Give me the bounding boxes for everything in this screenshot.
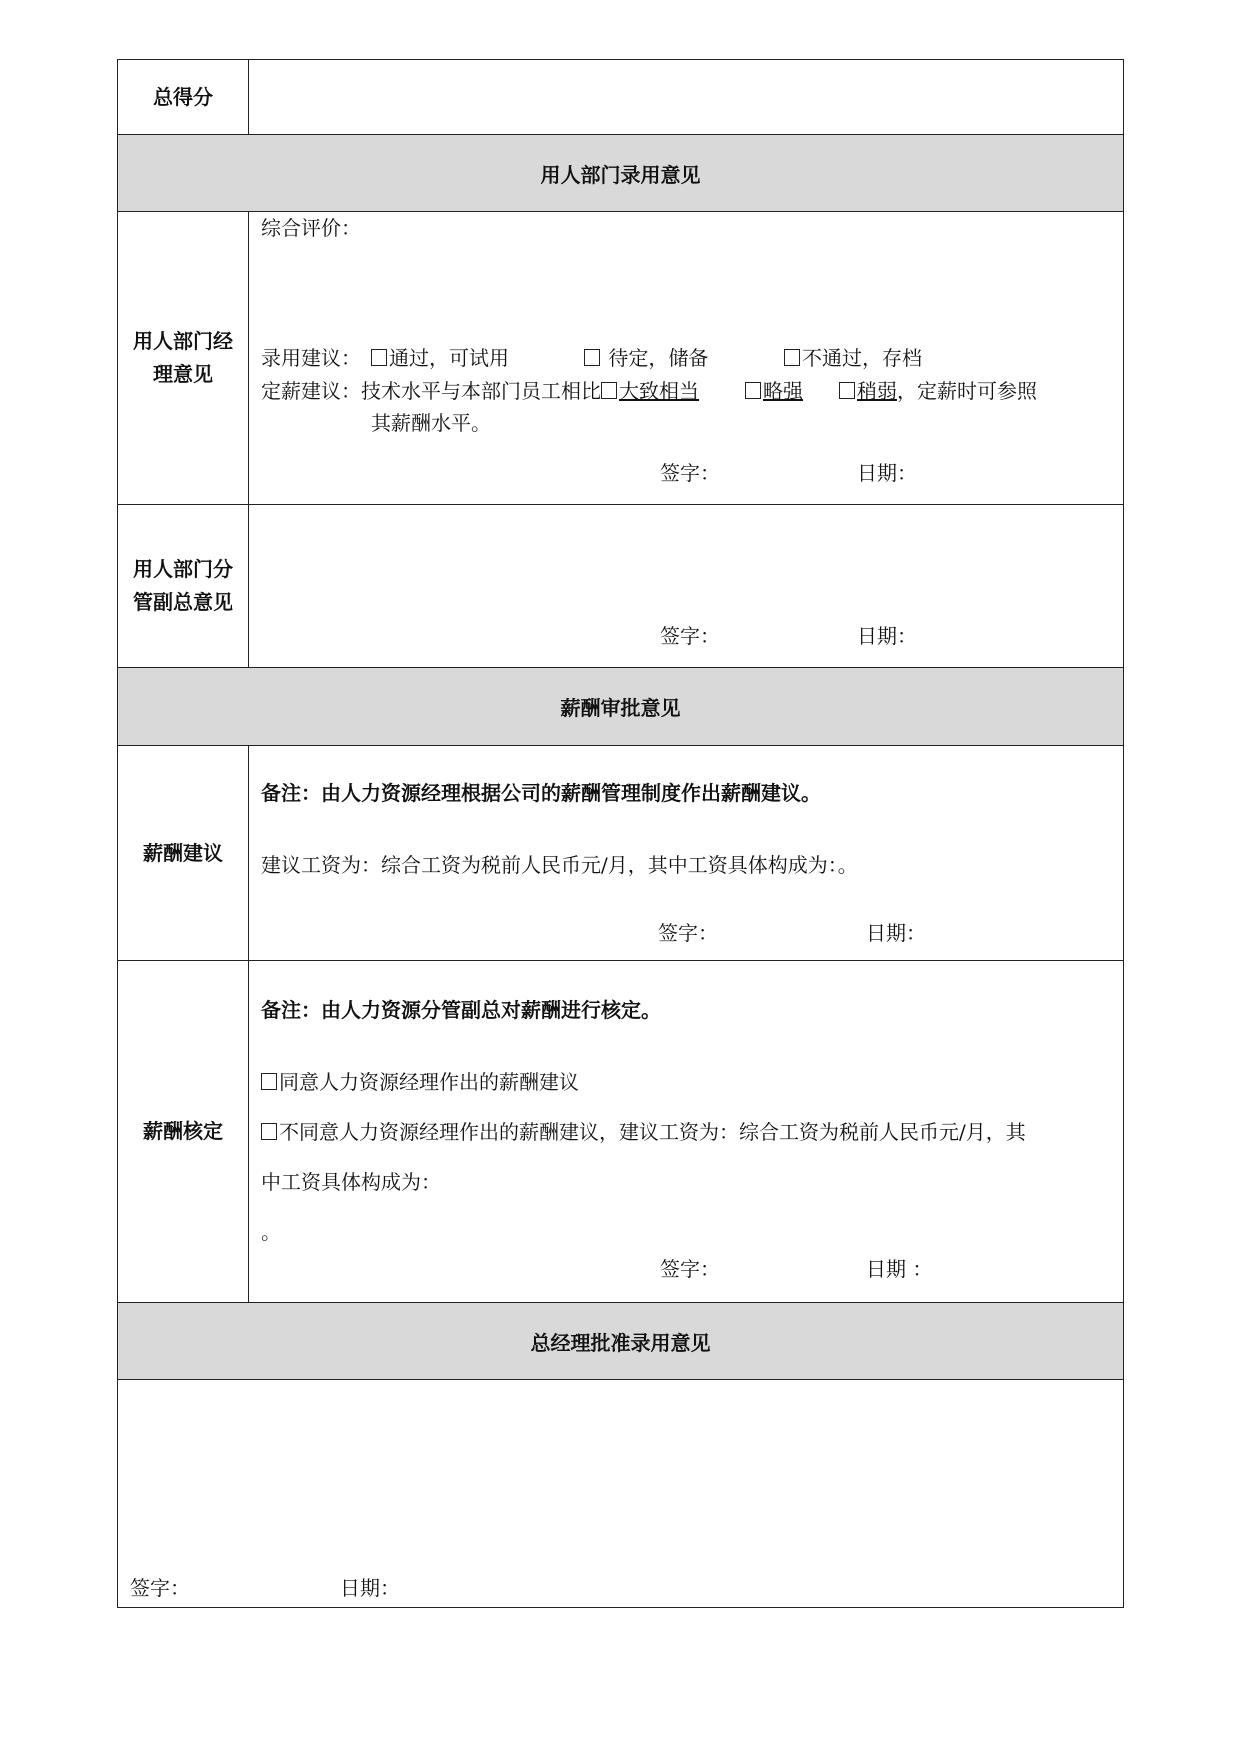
hire-reject-checkbox[interactable]: [784, 349, 800, 366]
salary-approval-date-label: 日期 ：: [866, 1257, 933, 1281]
dept-manager-row: [118, 212, 1124, 505]
hiring-approval-table: [117, 59, 1124, 1608]
salary-suggestion-label: 薪酬建议: [118, 746, 249, 961]
salary-suggestion-cell[interactable]: [249, 746, 1124, 961]
approve-option[interactable]: [261, 1069, 579, 1095]
approval-end-mark: 。: [261, 1220, 281, 1244]
salary-suggestion-row: [118, 746, 1124, 961]
approve-label: 同意人力资源经理作出的薪酬建议: [279, 1070, 579, 1094]
salary-equal-label: 大致相当: [619, 379, 699, 403]
salary-section-header: 薪酬审批意见: [118, 668, 1124, 746]
salary-suggestion-date-label: 日期：: [866, 921, 926, 945]
dept-section-header-row: [118, 135, 1124, 212]
hire-option-pass[interactable]: [371, 345, 509, 371]
dept-section-header: 用人部门录用意见: [118, 135, 1124, 212]
disapprove-label-line2: 中工资具体构成为：: [261, 1170, 441, 1194]
salary-approval-row: [118, 961, 1124, 1303]
salary-weaker-checkbox[interactable]: [839, 382, 855, 399]
salary-section-header-row: [118, 668, 1124, 746]
salary-suggestion-prefix: 定薪建议：技术水平与本部门员工相比: [261, 379, 601, 403]
hire-option-pending[interactable]: [584, 345, 708, 371]
gm-approval-cell[interactable]: [118, 1380, 1124, 1608]
salary-suggestion-note: 备注：由人力资源经理根据公司的薪酬管理制度作出薪酬建议。: [261, 781, 821, 805]
hire-suggestion-prefix: 录用建议：: [261, 346, 361, 370]
salary-weaker-label: 稍弱: [857, 379, 897, 403]
salary-approval-label: 薪酬核定: [118, 961, 249, 1303]
total-score-value[interactable]: [249, 60, 1124, 135]
gm-section-header-row: [118, 1303, 1124, 1380]
salary-suggestion-suffix: ，定薪时可参照: [897, 379, 1037, 403]
total-score-row: [118, 60, 1124, 135]
overall-eval-label: 综合评价：: [261, 216, 361, 240]
approve-checkbox[interactable]: [261, 1073, 277, 1090]
gm-section-header: 总经理批准录用意见: [118, 1303, 1124, 1380]
dept-manager-date-label: 日期：: [857, 461, 917, 485]
dept-vp-date-label: 日期：: [857, 624, 917, 648]
hire-reject-label: 不通过，存档: [802, 346, 922, 370]
salary-approval-note: 备注：由人力资源分管副总对薪酬进行核定。: [261, 998, 661, 1022]
dept-manager-sign-label: 签字：: [660, 461, 720, 485]
salary-stronger-checkbox[interactable]: [745, 382, 761, 399]
form-sheet: [117, 59, 1123, 1608]
salary-stronger-label: 略强: [763, 379, 803, 403]
gm-approval-row: [118, 1380, 1124, 1608]
dept-vp-label-text: 用人部门分管副总意见: [133, 557, 233, 614]
salary-suggestion-line: [261, 378, 1037, 404]
disapprove-checkbox[interactable]: [261, 1123, 277, 1140]
total-score-label: 总得分: [118, 60, 249, 135]
hire-suggestion-line: [261, 345, 361, 371]
gm-sign-label: 签字：: [130, 1576, 190, 1600]
dept-manager-label: [118, 212, 249, 505]
disapprove-option[interactable]: [261, 1119, 1026, 1145]
salary-equal-checkbox[interactable]: [601, 382, 617, 399]
dept-manager-cell[interactable]: [249, 212, 1124, 505]
hire-pass-checkbox[interactable]: [371, 349, 387, 366]
salary-suggestion-line2: 其薪酬水平。: [371, 411, 491, 435]
hire-pending-checkbox[interactable]: [584, 349, 600, 366]
dept-vp-row: [118, 505, 1124, 668]
dept-manager-label-text: 用人部门经理意见: [133, 329, 233, 386]
salary-approval-sign-label: 签字：: [660, 1257, 720, 1281]
hire-pass-label: 通过，可试用: [389, 346, 509, 370]
hire-option-reject[interactable]: [784, 345, 922, 371]
dept-vp-label: [118, 505, 249, 668]
salary-suggestion-text: 建议工资为：综合工资为税前人民币元/月，其中工资具体构成为：。: [261, 853, 858, 877]
dept-vp-cell[interactable]: [249, 505, 1124, 668]
salary-approval-cell[interactable]: [249, 961, 1124, 1303]
gm-date-label: 日期：: [340, 1576, 400, 1600]
salary-options-group: [601, 379, 897, 403]
salary-suggestion-sign-label: 签字：: [658, 921, 718, 945]
dept-vp-sign-label: 签字：: [660, 624, 720, 648]
hire-pending-label: 待定，储备: [602, 346, 709, 370]
disapprove-label: 不同意人力资源经理作出的薪酬建议，建议工资为：综合工资为税前人民币元/月，其: [279, 1120, 1026, 1144]
